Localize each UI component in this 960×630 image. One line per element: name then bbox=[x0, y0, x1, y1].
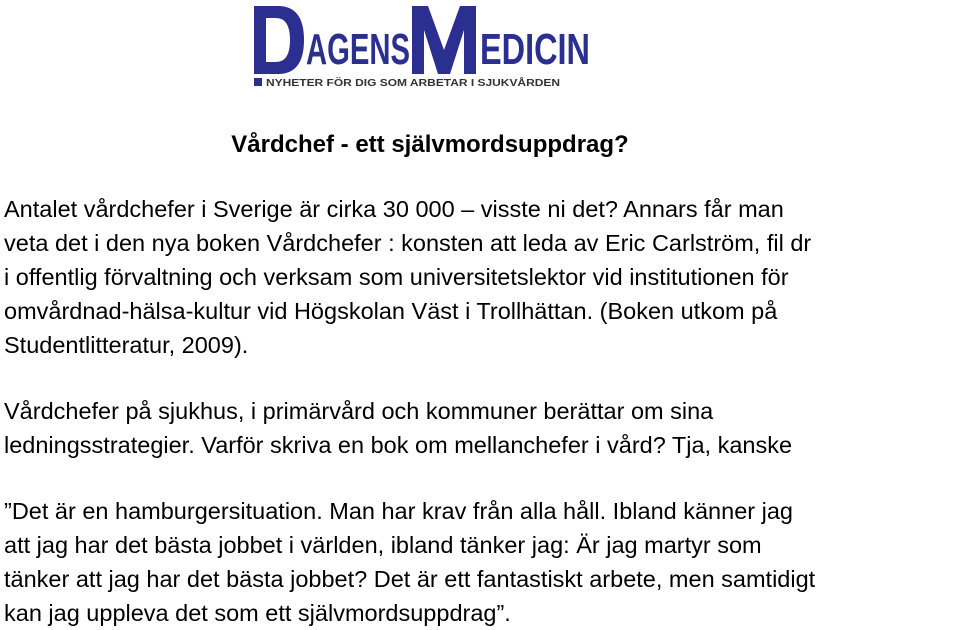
logo-tagline: NYHETER FÖR DIG SOM ARBETAR I SJUKVÅRDEN bbox=[266, 78, 512, 89]
paragraph-line: ledningsstrategier. Varför skriva en bok om mellanchefer i vård? Tja, kanske bbox=[4, 432, 793, 458]
paragraph-line: omvårdnad-hälsa-kultur vid Högskolan Väst i Trollhättan. (Boken utkom på bbox=[4, 298, 778, 324]
paragraph-line: i offentlig förvaltning och verksam som universitetslektor vid institutionen för bbox=[4, 264, 789, 290]
paragraph-line: veta det i den nya boken Vårdchefer : konsten att leda av Eric Carlström, fil dr bbox=[4, 230, 812, 256]
paragraph-intro bbox=[4, 192, 960, 362]
logo-letter-m bbox=[412, 6, 476, 74]
paragraph-line: kan jag uppleva det som ett självmordsuppdrag”. bbox=[4, 600, 511, 626]
logo-tagline-square bbox=[254, 78, 262, 86]
dagens-medicin-logo bbox=[252, 4, 592, 90]
paragraph-line: ”Det är en hamburgersituation. Man har krav från alla håll. Ibland känner jag bbox=[4, 498, 793, 524]
paragraph-line: Antalet vårdchefer i Sverige är cirka 30 000 – visste ni det? Annars får man bbox=[4, 196, 784, 222]
logo-graphic bbox=[252, 4, 592, 90]
logo-word-agens: AGENS bbox=[306, 25, 410, 74]
paragraph-line: Studentlitteratur, 2009). bbox=[4, 332, 249, 358]
paragraph-strategies bbox=[4, 394, 960, 462]
paragraph-line: att jag har det bästa jobbet i världen, ibland tänker jag: Är jag martyr som bbox=[4, 532, 762, 558]
paragraph-quote bbox=[4, 494, 960, 630]
article-title: Vårdchef - ett självmordsuppdrag? bbox=[231, 131, 629, 158]
paragraph-line: Vårdchefer på sjukhus, i primärvård och kommuner berättar om sina bbox=[4, 398, 714, 424]
logo-letter-d bbox=[254, 6, 304, 74]
logo-word-edicin: EDICIN bbox=[480, 25, 590, 74]
paragraph-line: tänker att jag har det bästa jobbet? Det är ett fantastiskt arbete, men samtidigt bbox=[4, 566, 816, 592]
